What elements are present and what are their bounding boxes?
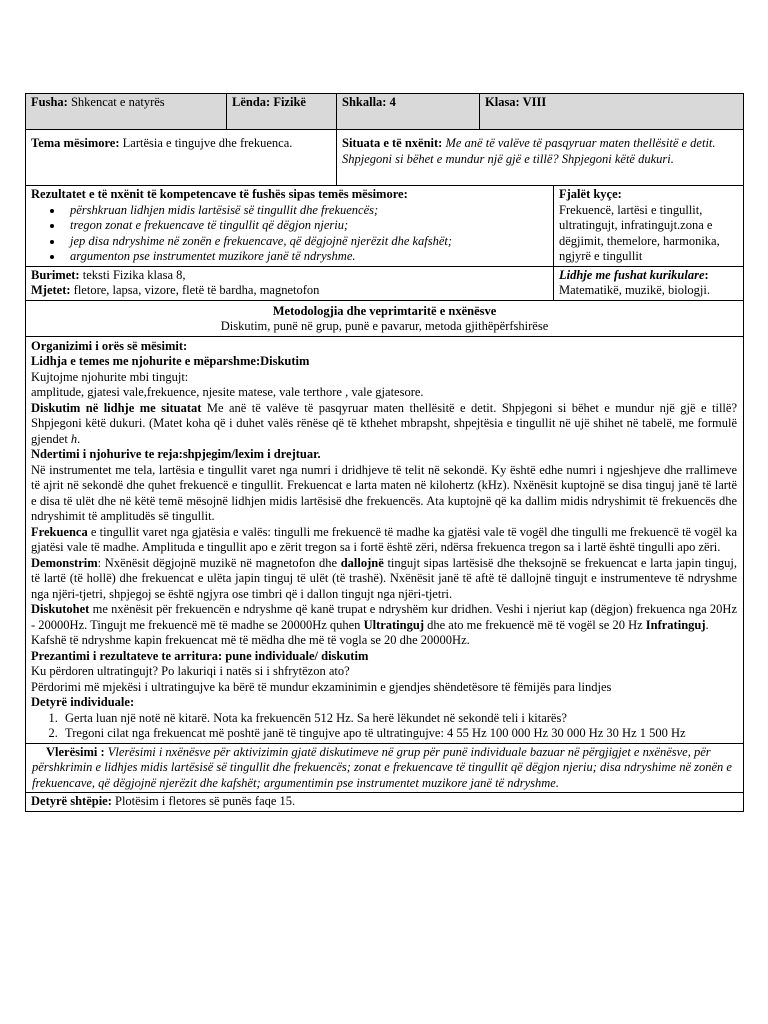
klasa-label: Klasa: VIII: [485, 95, 547, 109]
ultratinguj-bold: Ultratinguj: [363, 617, 424, 632]
lenda-cell: [227, 94, 337, 130]
metodologjia-row: [26, 300, 744, 336]
kujtojme-text: Kujtojme njohurite mbi tingujt:: [31, 369, 189, 384]
lidhje-colon: :: [704, 267, 709, 282]
detyre-shtepie-text: Plotësim i fletores së punës faqe 15.: [111, 794, 296, 808]
fjalet-cell: [554, 186, 744, 267]
diskutim-h: h: [70, 431, 78, 446]
tasks-list: [31, 711, 737, 742]
diskutim-end: .: [77, 431, 81, 446]
rezultatet-row: [26, 186, 744, 267]
demonstrim-paragraph: [31, 556, 737, 603]
rezultatet-list: [31, 203, 548, 265]
vleresimi-cell: [26, 743, 744, 793]
fusha-value: Shkencat e natyrës: [67, 95, 165, 109]
mjetet-label: Mjetet:: [31, 283, 71, 297]
situata-cell: [337, 130, 744, 186]
lenda-label: Lënda: Fizikë: [232, 95, 306, 109]
header-row: [26, 94, 744, 130]
list-item: • argumenton pse instrumentet muzikore janë të ndryshme.: [64, 249, 548, 265]
tema-value: Lartësia e tingujve dhe frekuenca.: [119, 136, 293, 150]
burimet-cell: [26, 266, 554, 300]
vleresimi-text: Vlerësimi i nxënësve për aktivizimin gjatë diskutimeve në grup për punë individuale bazuar në përgjigjet e nxënësve, për përshkrimin e lidhjes midis lartësisë së tingullit dhe frekuencës; zonat e frekuencave të tingullit që dëgjon njeriu; disa ndryshime në zonën e frekuencave, që dëgjojnë njerëzit dhe kafshët; argumentimin pse instrumentet muzikore janë të ndryshme.: [32, 744, 732, 790]
rezultatet-heading: Rezultatet e të nxënit të kompetencave të fushës sipas temës mësimore:: [31, 187, 408, 201]
frekuenca-label: Frekuenca: [31, 524, 88, 539]
fjalet-heading: Fjalët kyçe:: [559, 187, 622, 201]
detyre-individuale-heading: Detyrë individuale:: [31, 695, 135, 709]
situata-label: Situata e të nxënit:: [342, 136, 443, 150]
metodologjia-title: Metodologjia dhe veprimtaritë e nxënësve: [272, 303, 497, 318]
fusha-cell: [26, 94, 227, 130]
diskutohet-paragraph: [31, 602, 737, 633]
dallojne-bold: dallojnë: [340, 555, 384, 570]
metodologjia-subtitle: Diskutim, punë në grup, punë e pavarur, metoda gjithëpërfshirëse: [220, 319, 549, 333]
demonstrim-text-b: tingujt sipas lartësisë dhe theksojnë se frekuencat e larta japin tinguj, të lartë (të hollë) dhe frekuencat e ulëta japin tinguj të ulët (të trashë). Nxënësit janë të aftë të dallojnë tingujt e instrumenteve të ndryshme nga njëri-tjetri, shpjegoj se është ngjyra ose timbri që i dallon tingujt nga njëri-tjetri.: [31, 555, 738, 601]
burimet-value: teksti Fizika klasa 8,: [79, 267, 186, 282]
burimet-label: Burimet:: [31, 267, 80, 282]
metodologjia-cell: [26, 300, 744, 336]
list-item: • përshkruan lidhjen midis lartësisë së tingullit dhe frekuencës;: [64, 203, 548, 219]
mjetet-value: fletore, lapsa, vizore, fletë të bardha, magnetofon: [70, 283, 320, 297]
perdorimi-text: Përdorimi më mjekësi i ultratingujve ka bërë të mundur ekzaminimin e gjendjes shëndetësore të fëmijës para lindjes: [31, 679, 612, 694]
frekuenca-text: e tingullit varet nga gjatësia e valës: tingulli me frekuencë të madhe ka gjatësi vale të vogël dhe tingulli me frekuencë të vogël ka gjatësi vale të madhe. Amplituda e tingullit apo e zërit tregon sa i fortë është zëri, ndërsa frekuenca tregon sa i lartë është tingulli apo zëri.: [31, 524, 737, 554]
fusha-label: Fusha:: [31, 95, 68, 109]
terms-text: amplitude, gjatesi vale,frekuence, njesite matese, vale terthore , vale gjatesore.: [31, 385, 424, 399]
tema-cell: [26, 130, 337, 186]
list-item: • tregon zonat e frekuencave të tingullit që dëgjon njeriu;: [64, 218, 548, 234]
diskutim-text: Me anë të valëve të pasqyruar maten thellësitë e detit. Shpjegoni si bëhet e mundur një gjë e tillë? Shpjegoni këtë dukuri. (Matet koha që i duhet valës rënëse që të kthehet mbrapsht, shpejtësia e tingullit në ujë shihet në tabelë, me formulë gjendet: [31, 400, 737, 446]
lesson-plan-table: [25, 93, 744, 812]
shkalla-label: Shkalla: 4: [342, 95, 396, 109]
vleresimi-label: Vlerësimi :: [46, 744, 105, 759]
tema-label: Tema mësimore:: [31, 136, 120, 150]
diskutim-label: Diskutim në lidhje me situatat: [31, 400, 202, 415]
lidhja-heading: Lidhja e temes me njohurite e mëparshme:Diskutim: [31, 354, 310, 368]
rezultatet-cell: [26, 186, 554, 267]
diskutohet-text-a: me nxënësit për frekuencën e ndryshme që kanë trupat e ndryshëm kur dridhen. Veshi i njeriut kap (dëgjon) frekuenca nga 20Hz - 20000Hz. Tingujt me frekuencë më të madhe se 20000Hz quhen: [31, 602, 737, 632]
fjalet-value: Frekuencë, lartësi e tingullit, ultratingujt, infratingujt.zona e dëgjimit, themelore, harmonika, ngjyrë e tingullit: [559, 202, 720, 263]
situata-value: Me anë të valëve të pasqyruar maten thellësitë e detit. Shpjegoni si bëhet e mundur një gjë e tillë? Shpjegoni këtë dukuri.: [342, 136, 716, 166]
diskutim-paragraph: [31, 401, 737, 448]
vleresimi-row: [26, 743, 744, 793]
diskutohet-label: Diskutohet: [31, 602, 90, 616]
shkalla-cell: [337, 94, 480, 130]
burimet-row: [26, 266, 744, 300]
detyre-shtepie-row: [26, 793, 744, 812]
ku-text: Ku përdoren ultratingujt? Po lakuriqi i natës si i shfrytëzon ato?: [31, 664, 350, 678]
body-cell: [26, 336, 744, 743]
detyre-shtepie-label: Detyrë shtëpie:: [31, 794, 112, 808]
kafshe-text: Kafshë të ndryshme kapin frekuencat më të mëdha dhe më të vogla se 20 dhe 20000Hz.: [31, 633, 470, 647]
lidhje-value: Matematikë, muzikë, biologji.: [559, 283, 711, 297]
diskutohet-end: .: [705, 617, 709, 632]
list-item: • jep disa ndryshime në zonën e frekuencave, që dëgjojnë njerëzit dhe kafshët;: [64, 234, 548, 250]
prezantimi-heading: Prezantimi i rezultateve te arritura: pune individuale/ diskutim: [31, 648, 369, 663]
body-row: [26, 336, 744, 743]
ndertimi-heading: Ndertimi i njohurive te reja:shpjegim/lexim i drejtuar.: [31, 447, 321, 461]
instrumentet-paragraph: Në instrumentet me tela, lartësia e tingullit varet nga numri i dridhjeve të telit në sekondë. Ky është edhe numri i ngjeshjeve dhe rrallimeve të ajrit në sekondë dhe quhet frekuencë e tingullit. Frekuencat e larta maten në kilohertz (kHz). Nxënësit kuptojnë se disa tinguj janë të lartë e disa të ulët dhe në këtë temë mësojnë lidhjen midis lartësisë dhe frekuencës. Ata kuptojnë që ka dallim midis ndryshimit të frekuencës dhe ndryshimit të amplitudës së tingullit.: [31, 462, 737, 523]
detyre-shtepie-cell: [26, 793, 744, 812]
diskutohet-text-b: dhe ato me frekuencë më të vogël se 20 Hz: [423, 617, 646, 632]
lidhje-label: Lidhje me fushat kurikulare: [559, 267, 705, 282]
demonstrim-text-a: : Nxënësit dëgjojnë muzikë në magnetofon dhe: [97, 555, 341, 570]
list-item: 1. Gerta luan një notë në kitarë. Nota ka frekuencën 512 Hz. Sa herë lëkundet në sekondë teli i kitarës?: [61, 711, 737, 727]
list-item: 2. Tregoni cilat nga frekuencat më poshtë janë të tingujve apo të ultratingujve: 4 55 Hz 100 000 Hz 30 000 Hz 30 Hz 1 500 Hz: [61, 726, 737, 742]
lidhje-cell: [554, 266, 744, 300]
klasa-cell: [480, 94, 744, 130]
infratinguj-bold: Infratinguj: [645, 617, 706, 632]
tema-situata-row: [26, 130, 744, 186]
demonstrim-label: Demonstrim: [31, 555, 98, 570]
frekuenca-paragraph: [31, 525, 737, 556]
organizimi-heading: Organizimi i orës së mësimit:: [31, 338, 188, 353]
